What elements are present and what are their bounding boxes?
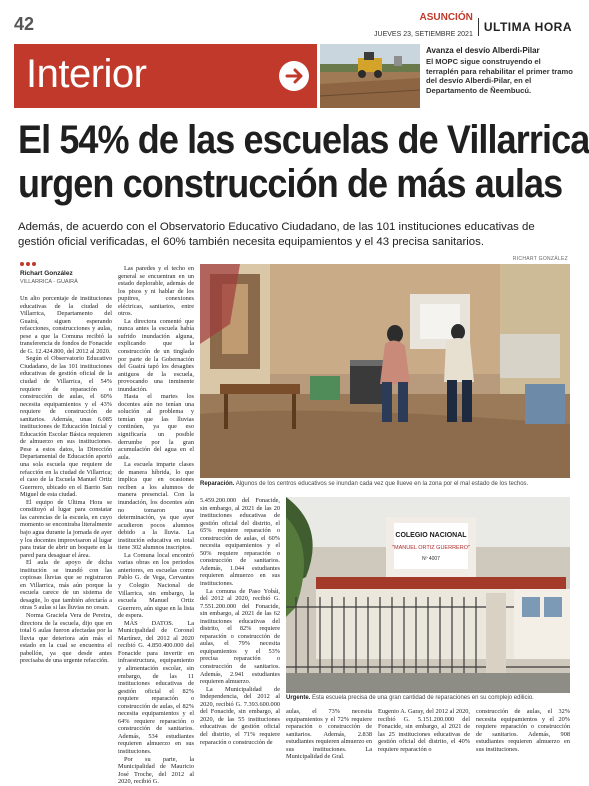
caption-label: Urgente. bbox=[286, 695, 311, 701]
sign-line-1: COLEGIO NACIONAL bbox=[395, 532, 467, 539]
teaser-body: El MOPC sigue construyendo el terraplén para rehabilitar el primer tramo del desvío Alberdi-Pilar, en el Departamento de Ñeembucú. bbox=[426, 56, 573, 96]
article-deck: Además, de acuerdo con el Observatorio Educativo Ciudadano, de las 101 instituciones educativas de gestión oficial verificadas, el 60% también necesita equipamientos y el 43 precisa sanitarios. bbox=[18, 221, 535, 248]
sign-line-3: Nº 4007 bbox=[422, 556, 440, 562]
header-divider bbox=[478, 18, 479, 36]
teaser-title: Avanza el desvío Alberdi-Pilar bbox=[426, 46, 540, 55]
paragraph: Un alto porcentaje de instituciones educativas de la ciudad de Villarrica, Departamento del Guairá, siguen esperando refacciones, construcciones y aulas, pese a que la Comuna recibió la transferencia de fondos de Fonacide de G. 12.424.800, del 2012 al 2020. bbox=[20, 295, 112, 355]
section-banner bbox=[14, 44, 317, 108]
headline-line-2: urgen construcción de más aulas bbox=[18, 162, 563, 206]
caption-text: Esta escuela precisa de una gran cantidad de reparaciones en su complejo edilicio. bbox=[312, 695, 534, 701]
paragraph: aulas, el 73% necesita equipamientos y el 72% requiere reparación o construcción de sanitarios. Además, 2.838 estudiantes requieren almuerzo en sus instituciones. La Municipalidad de Gral. bbox=[286, 708, 372, 761]
dots-icon bbox=[20, 262, 112, 266]
paragraph: La comuna de Paso Yobái, del 2012 al 2020, recibió G. 7.551.200.000 del Fonacide, sin embargo, al 2021 de las 62 instituciones educativas del distrito, el 82% requiere reparación o construcción de aulas, el 79% necesita equipamientos y el 53% precisa reparación o construcción de sanitarios. Además, 2.941 estudiantes requieren almuerzo. bbox=[200, 587, 280, 686]
paragraph: El aula de apoyo de dicha institución se inundó con las copiosas lluvias que se registraron en Villarrica, más aún porque la escuela carece de un sistema de desagüe, lo que también afectaría a otras 5 aulas si las lluvias no cesan. bbox=[20, 559, 112, 612]
caption-label: Reparación. bbox=[200, 481, 235, 487]
page-number: 42 bbox=[14, 14, 35, 34]
headline-line-1: El 54% de las escuelas de Villarrica bbox=[18, 118, 589, 162]
school-building-photo[interactable] bbox=[286, 497, 570, 693]
header-city: ASUNCIÓN bbox=[419, 12, 473, 23]
photo-credit: RICHART GONZÁLEZ bbox=[512, 256, 568, 262]
photo-caption-1 bbox=[200, 481, 570, 489]
teaser-photo[interactable] bbox=[320, 44, 420, 108]
paragraph: Hasta el martes los docentes aún no tenían una solución al problema y temían que las lluvias continúen, ya que eso significaría un posible derrumbe por la gran acumulación del agua en el aula. bbox=[118, 393, 194, 461]
sign-line-2: "MANUEL ORTIZ GUERRERO" bbox=[392, 545, 470, 551]
body-column-3 bbox=[200, 497, 280, 746]
caption-text: Algunos de los centros educativos se inundan cada vez que llueve en la zona por el mal estado de los techos. bbox=[235, 481, 529, 487]
paragraph: Según el Observatorio Educativo Ciudadano, de las 101 instituciones educativas de gestión oficial de la ciudad de Villarrica, el 54% requiere de reparación o construcción de aulas, el 60% necesita equipamientos y el 43% requiere de construcción de sanitarios. Además, unas 6.085 instituciones de Educación Inicial y Educación Escolar Básica requieren de almuerzo en sus instituciones. Pese a estos datos, la Dirección Departamental de Educación aportó una sola escuela que requiere de refacción en la ciudad de Villarrica; el caso de la Escuela Manuel Ortiz Guerrero, ubicado en el Barrio San Miguel de esta ciudad. bbox=[20, 355, 112, 499]
header-section: ULTIMA HORA bbox=[483, 19, 572, 34]
body-column-7 bbox=[476, 708, 570, 756]
page-header bbox=[0, 0, 580, 40]
body-column-2 bbox=[118, 265, 194, 786]
paragraph: Norma Graciela Vera de Pereira, directora de la escuela, dijo que en total 6 aulas fueron afectadas por la lluvia que deteriora aún más el estado en la cual se encuentra el pabellón, ya que desde antes precisaba de una urgente refacción. bbox=[20, 611, 112, 665]
paragraph: 5.459.200.000 del Fonacide, sin embargo, al 2021 de las 20 instituciones educativas de gestión oficial del distrito, el 65% requiere reparación o construcción de aulas, el 60% necesita equipamientos y el 50% requiere reparación o construcción de sanitarios. Además, 1.044 estudiantes requieren almuerzo en sus instituciones. bbox=[200, 497, 280, 588]
paragraph: La Comuna local encontró varias obras en los periodos anteriores, en escuelas como Pablo G. de Vega, Cervantes y Colegio Nacional de Villarrica, sin embargo, la escuela Manuel Ortiz Guerrero, aún sigue en la lista de espera. bbox=[118, 551, 194, 620]
body-column-1 bbox=[20, 295, 112, 750]
byline bbox=[20, 262, 112, 285]
paragraph: La escuela imparte clases de manera híbrida, lo que implica que en ocasiones reciben a los alumnos de manera presencial. Con la inundación, los docentes aún no tomaron una determinación, ya que ayer acudieron pocos alumnos debido a la lluvia. La institución educativa en total tiene 302 alumnos inscriptos. bbox=[118, 461, 194, 552]
arrow-right-icon[interactable] bbox=[279, 61, 309, 91]
byline-author: Richart González bbox=[20, 270, 73, 277]
paragraph: El equipo de Ultima Hora se constituyó al lugar para constatar las carencias de la escuela, en cuyo momento se encontraba literalmente bajo agua durante la jornada de ayer y los docentes improvisaron al lugar para tratar de abrir un boquete en la pared para desaguar el área. bbox=[20, 498, 112, 559]
headline bbox=[18, 118, 589, 206]
body-column-5 bbox=[286, 708, 372, 761]
paragraph: La directora comentó que nunca antes la escuela había sufrido inundación alguna, explicando que la construcción de un tinglado por parte de la Gobernación del Guairá tapó los desagües antiguos de la escuela, provocando una inminente inundación. bbox=[118, 317, 194, 393]
section-label: Interior bbox=[26, 52, 147, 96]
byline-place: VILLARRICA - GUAIRÁ bbox=[20, 279, 78, 285]
paragraph: Eugenio A. Garay, del 2012 al 2020, recibió G. 5.151.200.000 del Fonacide, sin embargo, al 2021 de las 25 instituciones educativas de gestión oficial del distrito, el 40% requiere reparación o bbox=[378, 708, 470, 753]
paragraph: construcción de aulas, el 32% necesita equipamientos y el 20% requiere reparación o construcción de sanitarios. Además, 908 estudiantes requieren almuerzo en sus instituciones. bbox=[476, 708, 570, 753]
classroom-flood-photo[interactable] bbox=[200, 264, 570, 478]
body-column-6 bbox=[378, 708, 470, 756]
paragraph: Por su parte, la Municipalidad de Mauricio José Troche, del 2012 al 2020, recibió G. bbox=[118, 755, 194, 786]
paragraph: Las paredes y el techo en general se encuentran en un estado deplorable, además de los pisos y ni hablar de los pupitres, conexiones eléctricas, sanitarios, entre otros. bbox=[118, 265, 194, 318]
paragraph: MÁS DATOS. La Municipalidad de Coronel Martínez, del 2012 al 2020 recibió G. 4.850.400.000 del Fonacide para invertir en infraestructura, equipamiento y alimentación escolar, sin embargo, de las 11 instituciones educativas de gestión oficial el 82% requiere reparación o construcción de aulas, el 82% necesita equipamientos y el 64% requiere reparación o construcción de sanitarios. Además, 534 estudiantes requieren almuerzo en sus instituciones. bbox=[118, 619, 194, 755]
teaser-text[interactable] bbox=[426, 46, 574, 96]
header-date: JUEVES 23, SETIEMBRE 2021 bbox=[374, 31, 473, 38]
paragraph: La Municipalidad de Independencia, del 2012 al 2020, recibió G. 7.393.600.000 del Fonacide, sin embargo, al 2020, de las 55 instituciones educativas de gestión oficial del distrito, el 71% requiere reparación o construcción de bbox=[200, 685, 280, 746]
photo-caption-2 bbox=[286, 695, 570, 703]
header-meta bbox=[374, 12, 572, 41]
